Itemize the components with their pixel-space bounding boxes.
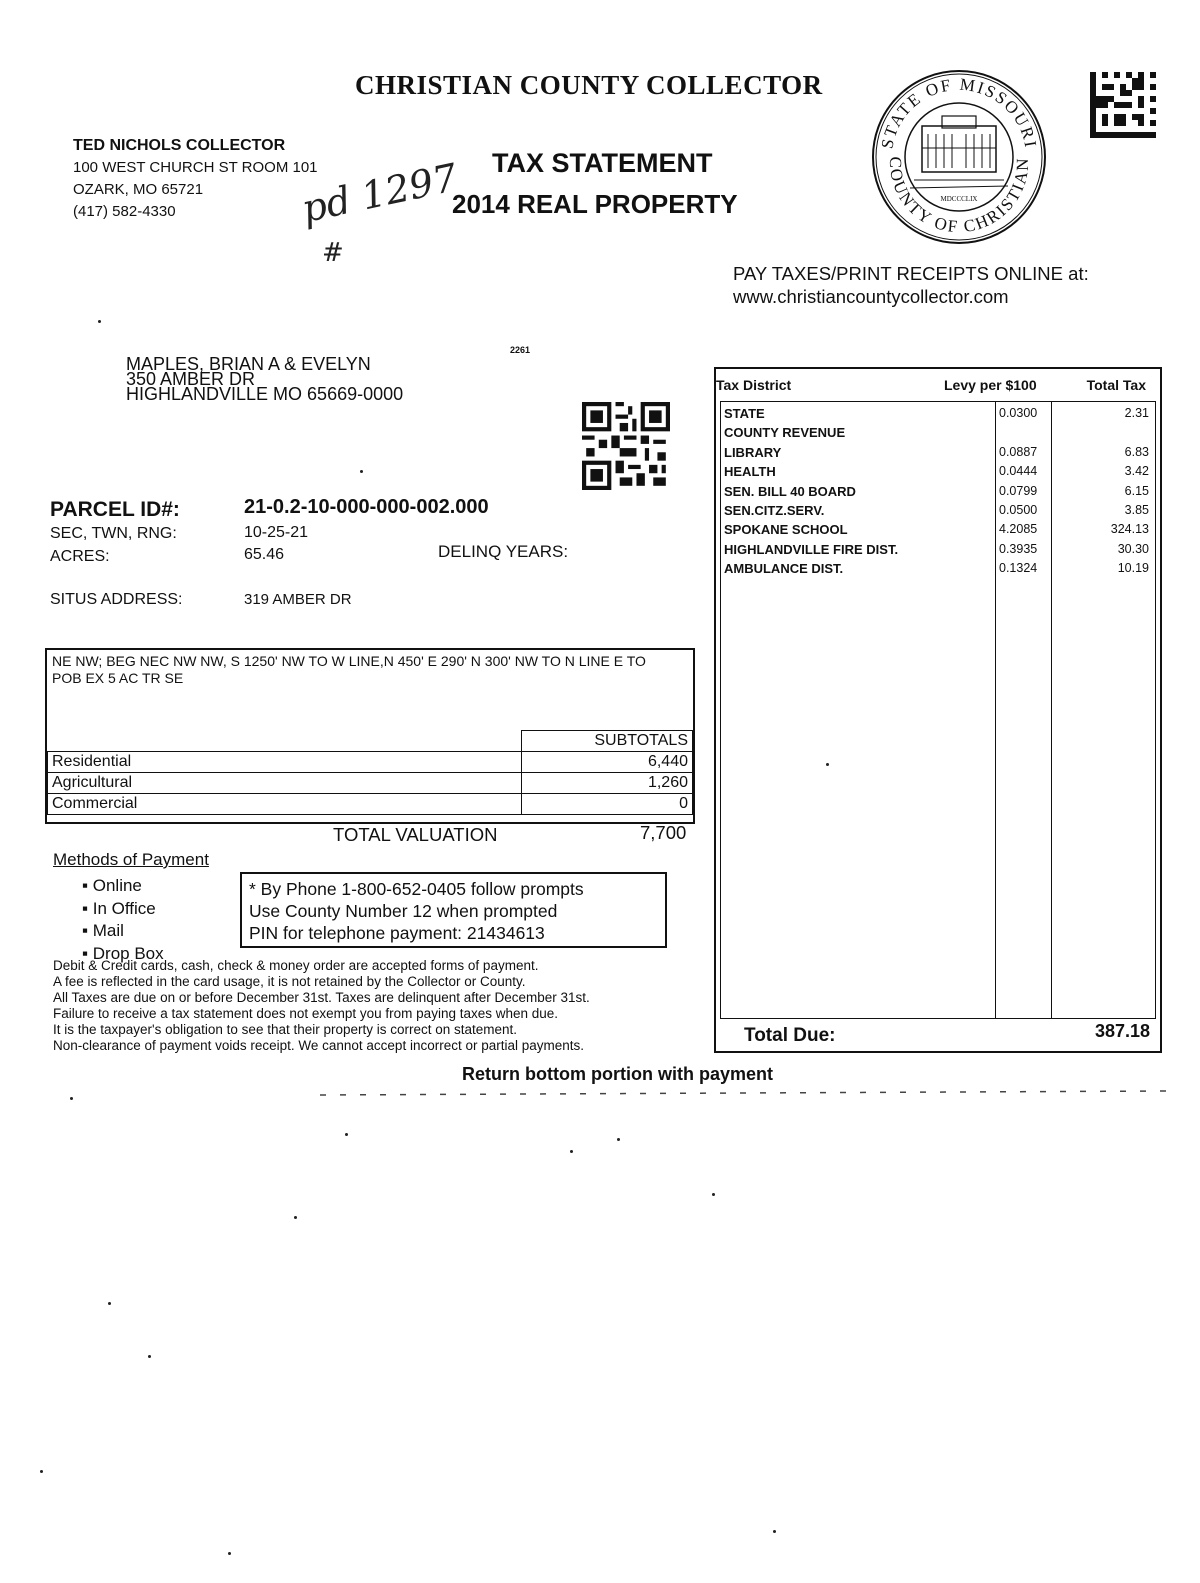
return-portion-note: Return bottom portion with payment xyxy=(462,1064,773,1084)
seal-year: MDCCCLIX xyxy=(940,195,978,203)
tax-levy: 0.1324 xyxy=(999,561,1038,576)
owner-street: 350 AMBER DR xyxy=(126,369,256,389)
payment-fine-print xyxy=(53,958,693,1054)
collector-info xyxy=(73,135,318,223)
situs-address-value: 319 AMBER DR xyxy=(244,591,352,608)
subtotals-header: SUBTOTALS xyxy=(521,731,693,752)
payment-method-office: In Office xyxy=(92,898,156,918)
situs-address-label: SITUS ADDRESS: xyxy=(50,591,183,608)
valuation-label: Residential xyxy=(48,752,522,773)
collector-website-link[interactable]: www.christiancountycollector.com xyxy=(733,286,1009,307)
scan-speck xyxy=(570,1150,573,1153)
collector-title: CHRISTIAN COUNTY COLLECTOR xyxy=(355,70,823,100)
table-row xyxy=(721,522,1157,541)
table-row xyxy=(721,445,1157,464)
table-row xyxy=(721,425,1157,444)
statement-title: TAX STATEMENT xyxy=(492,148,713,178)
datamatrix-barcode-icon xyxy=(1090,72,1156,138)
tax-total: 324.13 xyxy=(1110,522,1149,537)
parcel-id-label: PARCEL ID#: xyxy=(50,498,180,521)
scan-speck xyxy=(826,763,829,766)
tax-district-table xyxy=(714,367,1162,1053)
valuation-value: 6,440 xyxy=(521,752,693,773)
phone-payment-line1: * By Phone 1-800-652-0405 follow prompts xyxy=(249,879,584,899)
collector-address-line2: OZARK, MO 65721 xyxy=(73,181,204,198)
legal-description: NE NW; BEG NEC NW NW, S 1250' NW TO W LINE,N 450' E 290' N 300' NW TO N LINE E TO POB EX 5 AC TR SE xyxy=(52,653,646,686)
payment-method-online: Online xyxy=(92,876,142,895)
tax-levy: 0.0444 xyxy=(999,464,1038,479)
tax-total: 6.15 xyxy=(1124,483,1149,498)
scan-speck xyxy=(617,1138,620,1141)
valuation-row xyxy=(48,773,693,794)
svg-text:STATE OF MISSOURI xyxy=(877,75,1040,151)
collector-name: TED NICHOLS COLLECTOR xyxy=(73,137,286,154)
valuation-value: 1,260 xyxy=(521,773,693,794)
fine-print-line: It is the taxpayer's obligation to see that their property is correct on statement. xyxy=(53,1022,518,1037)
tax-total: 3.42 xyxy=(1124,464,1149,479)
scan-speck xyxy=(712,1193,715,1196)
table-row xyxy=(721,503,1157,522)
scan-speck xyxy=(40,1470,43,1473)
phone-payment-line3: PIN for telephone payment: 21434613 xyxy=(249,923,545,943)
valuation-table xyxy=(47,730,693,815)
tax-levy: 0.0887 xyxy=(999,444,1038,459)
table-row xyxy=(721,484,1157,503)
phone-payment-box xyxy=(240,872,667,948)
tax-district: HEALTH xyxy=(724,464,776,480)
valuation-label: Commercial xyxy=(48,794,522,815)
total-due-label: Total Due: xyxy=(744,1025,836,1046)
tax-table-body xyxy=(720,401,1156,1019)
tax-total: 30.30 xyxy=(1117,541,1149,556)
payment-methods-heading xyxy=(53,850,209,870)
qr-code-icon xyxy=(582,402,670,490)
payment-method-dropbox: Drop Box xyxy=(92,943,164,963)
online-text: PAY TAXES/PRINT RECEIPTS ONLINE at: xyxy=(733,263,1089,284)
scan-speck xyxy=(148,1355,151,1358)
valuation-label: Agricultural xyxy=(48,773,522,794)
tax-total: 2.31 xyxy=(1124,406,1149,420)
tax-levy: 4.2085 xyxy=(999,522,1038,537)
payment-methods-list xyxy=(82,875,164,965)
table-row xyxy=(721,561,1157,580)
total-valuation-label: TOTAL VALUATION xyxy=(333,824,498,845)
valuation-row xyxy=(48,794,693,815)
county-seal-icon xyxy=(870,68,1048,246)
tax-district: SEN. BILL 40 BOARD xyxy=(724,483,856,499)
tax-district: COUNTY REVENUE xyxy=(724,425,846,441)
payment-methods-title: Methods of Payment xyxy=(53,850,209,869)
collector-address-line1: 100 WEST CHURCH ST ROOM 101 xyxy=(73,159,318,176)
owner-city-state-zip: HIGHLANDVILLE MO 65669-0000 xyxy=(126,384,404,404)
phone-payment-line2: Use County Number 12 when prompted xyxy=(249,901,558,921)
scan-speck xyxy=(345,1133,348,1136)
scan-speck xyxy=(98,320,101,323)
online-payment-info xyxy=(733,262,1089,308)
statement-year: 2014 REAL PROPERTY xyxy=(452,189,738,219)
acres-label: ACRES: xyxy=(50,548,110,565)
sec-twn-rng-label: SEC, TWN, RNG: xyxy=(50,525,177,542)
owner-address-block xyxy=(126,354,404,404)
collector-phone: (417) 582-4330 xyxy=(73,203,176,220)
acres-value: 65.46 xyxy=(244,546,285,563)
tax-district: SPOKANE SCHOOL xyxy=(724,522,848,538)
handwritten-note: pd 1297 xyxy=(298,155,462,232)
total-due-value: 387.18 xyxy=(1094,1021,1150,1041)
total-valuation-value: 7,700 xyxy=(640,822,687,843)
valuation-value: 0 xyxy=(521,794,693,815)
scan-speck xyxy=(773,1530,776,1533)
tax-total: 3.85 xyxy=(1124,503,1149,517)
tax-district: HIGHLANDVILLE FIRE DIST. xyxy=(724,541,899,557)
perforation-line xyxy=(320,1086,1170,1100)
tax-levy: 0.0500 xyxy=(999,503,1038,517)
seal-text-bottom: COUNTY OF CHRISTIAN xyxy=(885,156,1033,237)
list-item: ▪ Online xyxy=(82,876,142,895)
table-row xyxy=(721,464,1157,483)
tax-levy: 0.0300 xyxy=(999,406,1038,420)
tax-total: 10.19 xyxy=(1117,561,1149,576)
fine-print-line: A fee is reflected in the card usage, it is not retained by the Collector or County. xyxy=(53,974,526,989)
owner-name: MAPLES, BRIAN A & EVELYN xyxy=(126,354,371,374)
levy-header: Levy per $100 xyxy=(944,377,1037,393)
valuation-row xyxy=(48,752,693,773)
scan-speck xyxy=(70,1097,73,1100)
legal-description-box xyxy=(45,648,695,824)
tax-district-header: Tax District xyxy=(716,377,792,393)
tax-total: 6.83 xyxy=(1124,444,1149,459)
valuation-header-row xyxy=(48,731,693,752)
table-row xyxy=(721,406,1157,425)
table-row xyxy=(721,542,1157,561)
tax-district: STATE xyxy=(724,406,765,421)
scan-speck xyxy=(294,1216,297,1219)
total-tax-header: Total Tax xyxy=(1086,377,1146,393)
list-item: ▪ Drop Box xyxy=(82,943,164,963)
handwritten-sub: # xyxy=(322,238,344,268)
parcel-id-value: 21-0.2-10-000-000-002.000 xyxy=(244,496,489,518)
sec-twn-rng-value: 10-25-21 xyxy=(244,524,309,541)
list-item: ▪ In Office xyxy=(82,898,156,918)
tax-district: AMBULANCE DIST. xyxy=(724,561,844,577)
tax-district: SEN.CITZ.SERV. xyxy=(724,503,825,518)
fine-print-line: Non-clearance of payment voids receipt. We cannot accept incorrect or partial payments. xyxy=(53,1038,585,1053)
scan-speck xyxy=(228,1552,231,1555)
list-item: ▪ Mail xyxy=(82,921,124,940)
payment-method-mail: Mail xyxy=(92,921,124,940)
tax-levy: 0.0799 xyxy=(999,483,1038,498)
fine-print-line: Debit & Credit cards, cash, check & money order are accepted forms of payment. xyxy=(53,958,539,973)
delinq-years-label: DELINQ YEARS: xyxy=(438,542,569,561)
batch-number: 2261 xyxy=(510,345,531,355)
scan-speck xyxy=(108,1302,111,1305)
tax-levy: 0.3935 xyxy=(999,541,1038,556)
tax-district: LIBRARY xyxy=(724,444,782,460)
fine-print-line: Failure to receive a tax statement does not exempt you from paying taxes when due. xyxy=(53,1006,559,1021)
scan-speck xyxy=(360,470,363,473)
fine-print-line: All Taxes are due on or before December 31st. Taxes are delinquent after December 31st. xyxy=(53,990,590,1005)
seal-text-top: STATE OF MISSOURI xyxy=(877,74,1041,151)
